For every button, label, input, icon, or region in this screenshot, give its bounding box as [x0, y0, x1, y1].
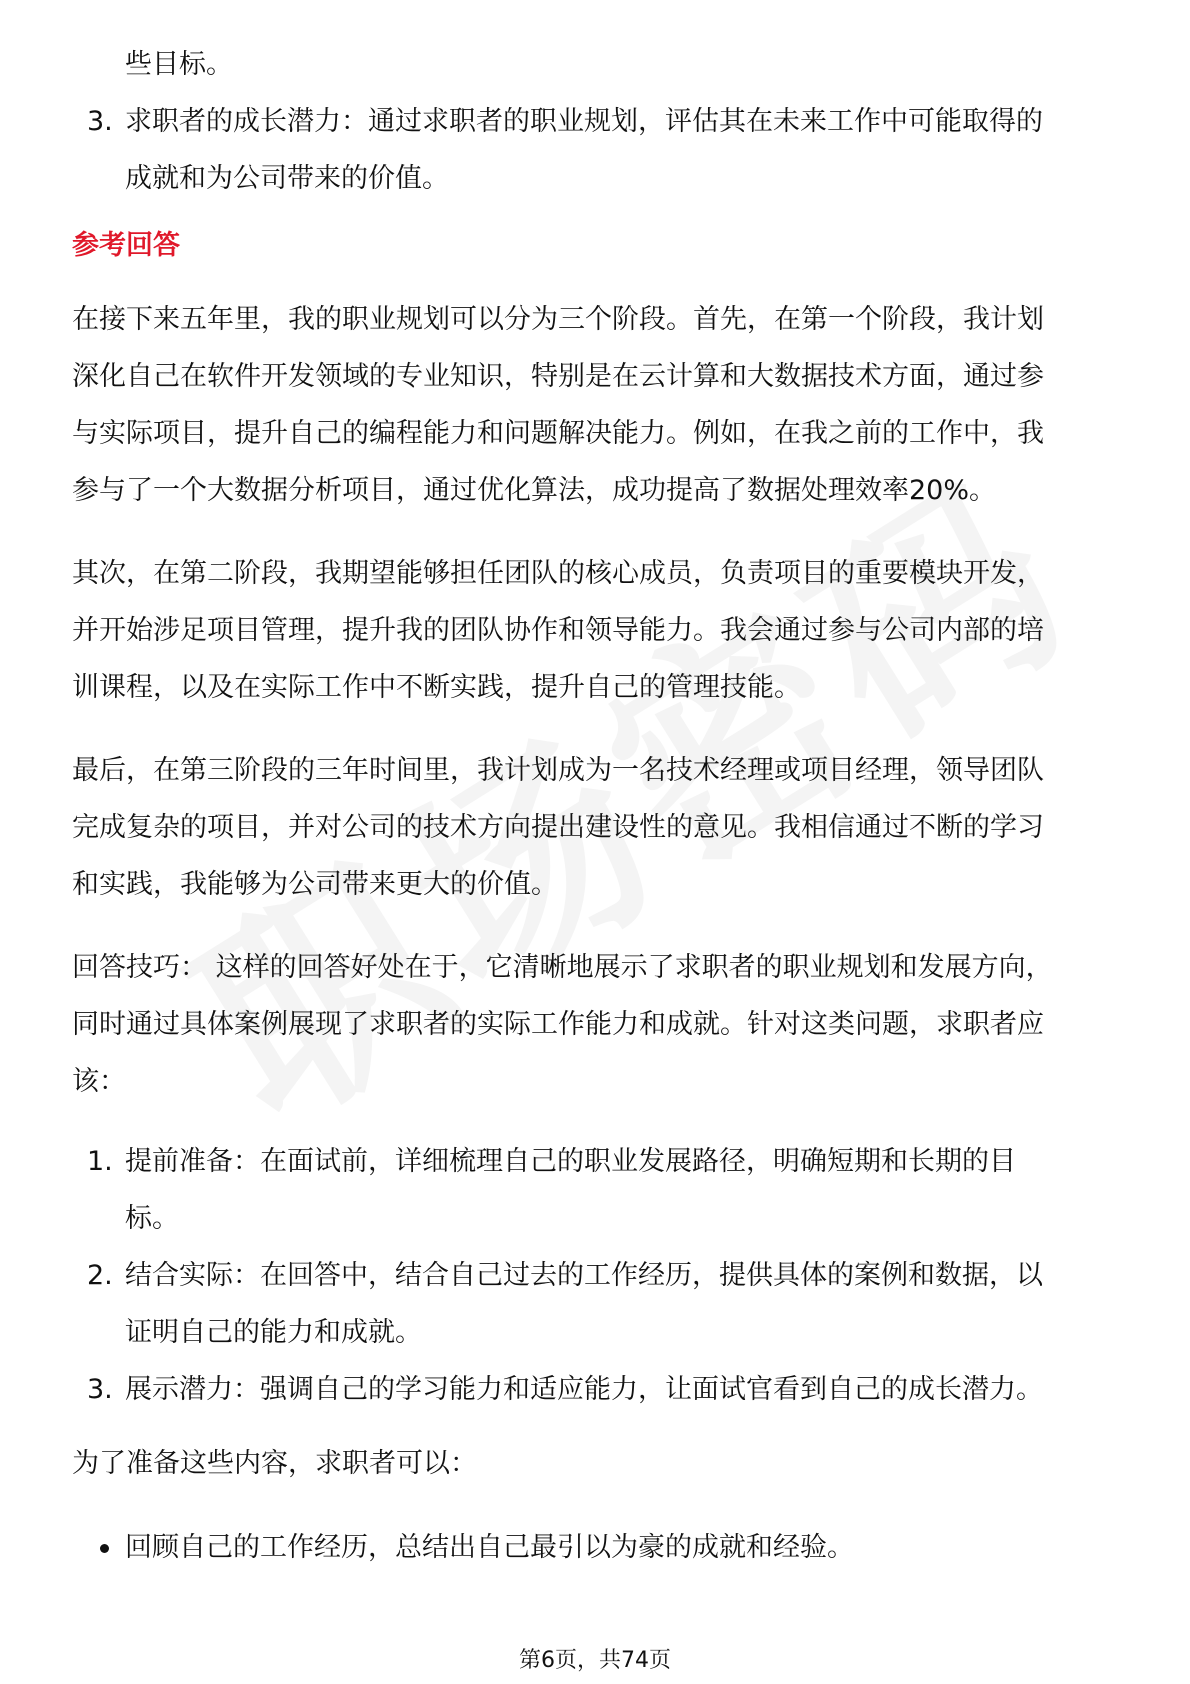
list-line: 标。 [125, 1203, 179, 1234]
paragraph-line: 回答技巧： 这样的回答好处在于，它清晰地展示了求职者的职业规划和发展方向， [72, 952, 1053, 983]
top-list-item [72, 93, 1122, 207]
bullet-item [72, 1519, 1122, 1576]
list-line: 提前准备：在面试前，详细梳理自己的职业发展路径，明确短期和长期的目 [125, 1146, 1016, 1177]
list-line: 结合实际：在回答中，结合自己过去的工作经历，提供具体的案例和数据，以 [125, 1260, 1043, 1291]
continuation-text: 些目标。 [125, 49, 233, 80]
paragraph-line: 和实践，我能够为公司带来更大的价值。 [72, 869, 558, 900]
list-line: 求职者的成长潜力：通过求职者的职业规划，评估其在未来工作中可能取得的 [125, 106, 1043, 137]
paragraph-line: 在接下来五年里，我的职业规划可以分为三个阶段。首先，在第一个阶段，我计划 [72, 304, 1044, 335]
bullet-text: 回顾自己的工作经历，总结出自己最引以为豪的成就和经验。 [125, 1532, 854, 1563]
paragraph [72, 545, 1122, 716]
list-number: 2. [87, 1260, 113, 1291]
prep-intro: 为了准备这些内容，求职者可以： [72, 1448, 477, 1479]
paragraph-line: 同时通过具体案例展现了求职者的实际工作能力和成就。针对这类问题，求职者应 [72, 1009, 1044, 1040]
paragraph-line: 与实际项目，提升自己的编程能力和问题解决能力。例如，在我之前的工作中，我 [72, 418, 1044, 449]
list-number: 1. [87, 1146, 113, 1177]
tips-list [72, 1133, 1122, 1418]
paragraph-line: 训课程，以及在实际工作中不断实践，提升自己的管理技能。 [72, 672, 801, 703]
list-item [72, 1247, 1122, 1361]
page-content [72, 36, 1122, 1576]
paragraph-line: 该： [72, 1066, 126, 1097]
bullet-dot-icon [100, 1544, 109, 1553]
paragraph-line: 参与了一个大数据分析项目，通过优化算法，成功提高了数据处理效率20%。 [72, 475, 997, 506]
paragraph-line: 并开始涉足项目管理，提升我的团队协作和领导能力。我会通过参与公司内部的培 [72, 615, 1044, 646]
paragraph [72, 939, 1122, 1110]
list-number: 3. [87, 106, 113, 137]
paragraph-line: 最后，在第三阶段的三年时间里，我计划成为一名技术经理或项目经理，领导团队 [72, 755, 1044, 786]
paragraph-line: 完成复杂的项目，并对公司的技术方向提出建设性的意见。我相信通过不断的学习 [72, 812, 1044, 843]
page-footer: 第6页，共74页 [519, 1648, 671, 1673]
list-line: 证明自己的能力和成就。 [125, 1317, 422, 1348]
list-line: 展示潜力：强调自己的学习能力和适应能力，让面试官看到自己的成长潜力。 [125, 1374, 1043, 1405]
paragraph [72, 291, 1122, 519]
list-line: 成就和为公司带来的价值。 [125, 163, 449, 194]
list-item [72, 1133, 1122, 1247]
continuation-line [72, 36, 1122, 93]
paragraph-line: 深化自己在软件开发领域的专业知识，特别是在云计算和大数据技术方面，通过参 [72, 361, 1044, 392]
paragraph-line: 其次，在第二阶段，我期望能够担任团队的核心成员，负责项目的重要模块开发， [72, 558, 1044, 589]
section-heading: 参考回答 [72, 230, 180, 261]
paragraph [72, 742, 1122, 913]
list-item [72, 1361, 1122, 1418]
list-number: 3. [87, 1374, 113, 1405]
